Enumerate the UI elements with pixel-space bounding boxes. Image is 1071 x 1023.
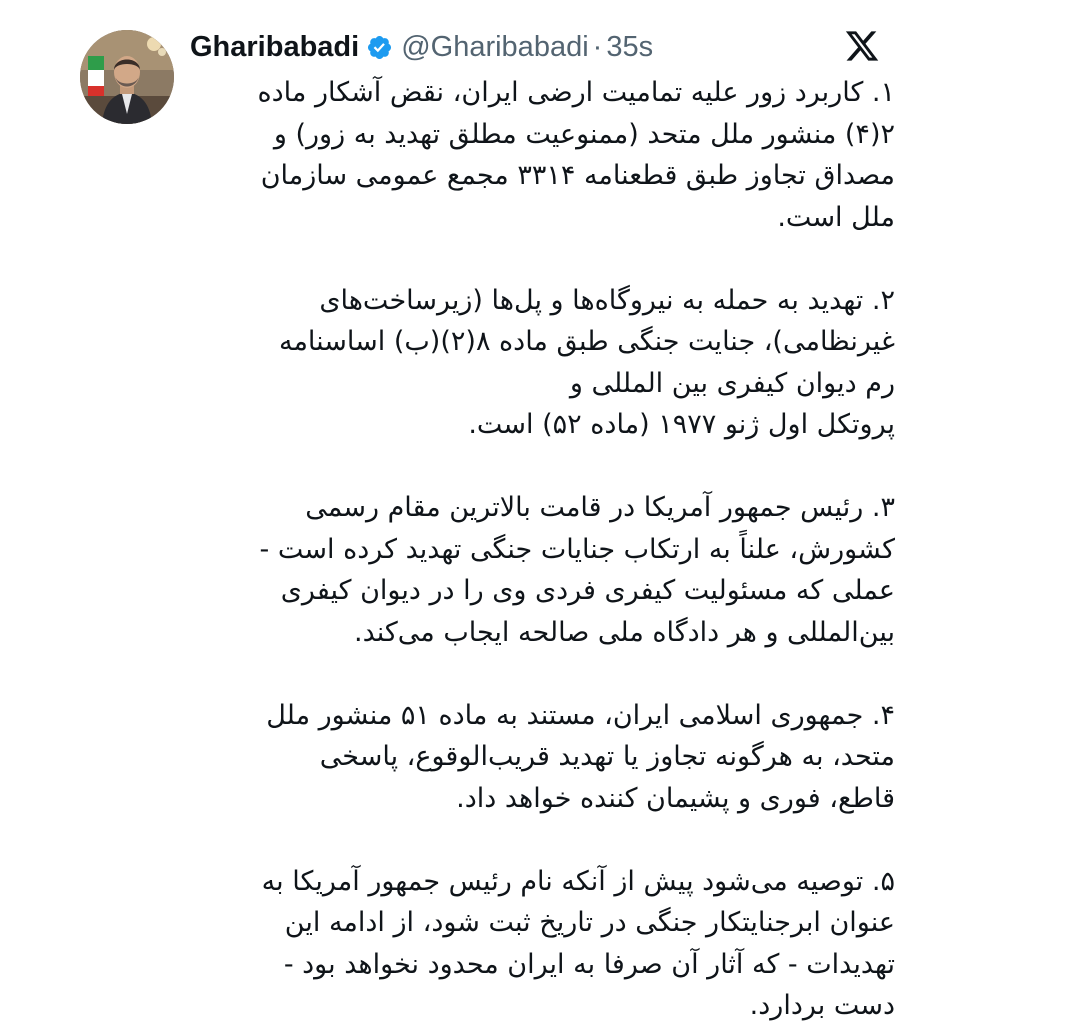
text-line: متحد، به هرگونه تجاوز یا تهدید قریب‌الوقوع، پاسخی	[319, 741, 895, 772]
text-line: دست بردارد.	[749, 990, 895, 1021]
paragraph-3	[150, 487, 895, 653]
timestamp[interactable]: 35s	[606, 30, 654, 63]
text-line: ملل است.	[777, 201, 895, 233]
display-name[interactable]: Gharibabadi	[190, 30, 360, 63]
text-line: ۳. رئیس جمهور آمریکا در قامت بالاترین مقام رسمی	[305, 492, 895, 523]
paragraph-2	[150, 280, 895, 446]
x-logo-icon[interactable]	[843, 28, 881, 64]
text-line: پروتکل اول ژنو ۱۹۷۷ (ماده ۵۲) است.	[468, 409, 895, 440]
separator-dot: ·	[592, 30, 603, 63]
text-line: غیرنظامی)، جنایت جنگی طبق ماده ۸(۲)(ب) اساسنامه	[278, 326, 895, 357]
text-line: عملی که مسئولیت کیفری فردی وی را در دیوان کیفری	[280, 575, 895, 606]
text-line: تهدیدات - که آثار آن صرفا به ایران محدود نخواهد بود -	[283, 948, 895, 980]
text-line: کشورش، علناً به ارتکاب جنایات جنگی تهدید کرده است -	[259, 533, 895, 565]
handle[interactable]: @Gharibabadi	[401, 30, 589, 63]
paragraph-4	[150, 695, 895, 820]
text-line: ۴. جمهوری اسلامی ایران، مستند به ماده ۵۱ منشور ملل	[266, 699, 895, 731]
text-line: ۱. کاربرد زور علیه تمامیت ارضی ایران، نقض آشکار ماده	[257, 77, 895, 108]
text-line: رم دیوان کیفری بین المللی و	[569, 367, 895, 399]
verified-badge-icon	[366, 34, 393, 61]
paragraph-1	[150, 72, 895, 238]
paragraph-5	[150, 861, 895, 1023]
text-line: ۵. توصیه می‌شود پیش از آنکه نام رئیس جمهور آمریکا به	[261, 865, 895, 897]
text-line: ۲(۴) منشور ملل متحد (ممنوعیت مطلق تهدید به زور) و	[273, 118, 895, 150]
text-line: ۲. تهدید به حمله به نیروگاه‌ها و پل‌ها (زیرساخت‌های	[319, 284, 895, 316]
tweet-text	[150, 72, 895, 1023]
text-line: بین‌المللی و هر دادگاه ملی صالحه ایجاب می‌کند.	[354, 616, 895, 648]
tweet-header	[190, 26, 653, 68]
text-line: مصداق تجاوز طبق قطعنامه ۳۳۱۴ مجمع عمومی سازمان	[260, 160, 895, 191]
text-line: قاطع، فوری و پشیمان کننده خواهد داد.	[456, 782, 895, 814]
text-line: عنوان ابرجنایتکار جنگی در تاریخ ثبت شود، از ادامه این	[284, 907, 895, 938]
